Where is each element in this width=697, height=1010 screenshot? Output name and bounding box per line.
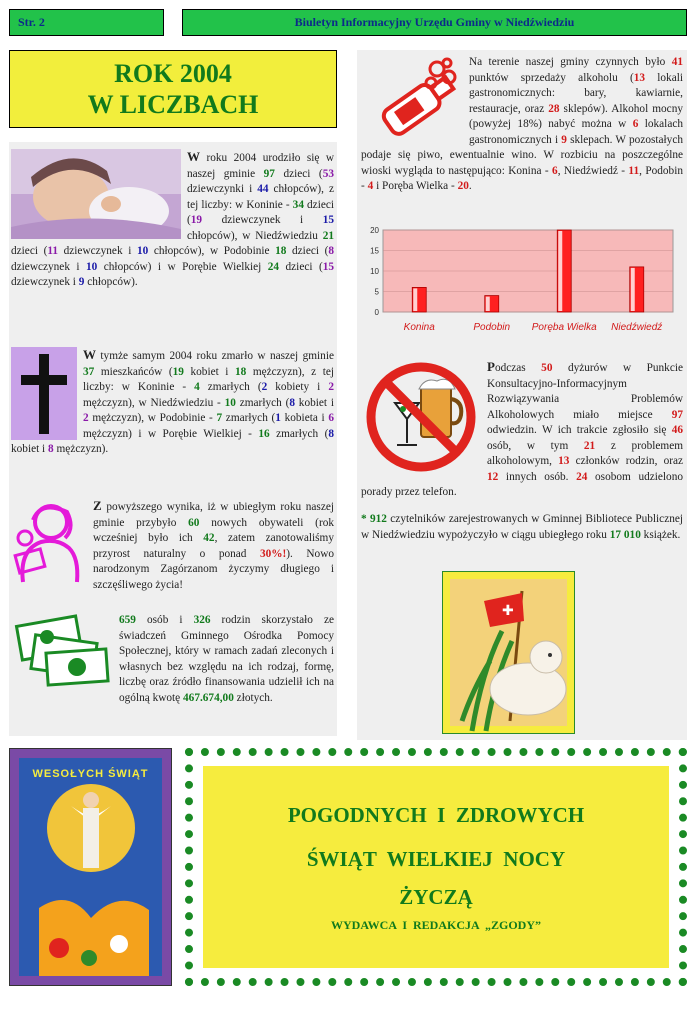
- library-books: 17 010: [609, 528, 641, 541]
- chart-y-tick-label: 0: [374, 308, 379, 317]
- title-line-2: W LICZBACH: [87, 90, 259, 119]
- growth-new-citizens: 60: [188, 516, 200, 529]
- consult-text-4: osób, w tym: [487, 439, 584, 452]
- deaths-text-2: mieszkańców (: [94, 365, 173, 378]
- greeting-line-3: ŻYCZĄ: [399, 885, 473, 909]
- consult-other: 12: [487, 470, 499, 483]
- library-star: *: [361, 513, 367, 525]
- bulletin-header: [182, 9, 687, 36]
- consult-phone: 24: [576, 470, 588, 483]
- births-text-7: chłopców), w Niedźwiedziu: [187, 229, 323, 242]
- growth-previous-year: 42: [203, 532, 215, 544]
- title-line-1: ROK 2004: [114, 59, 232, 88]
- consult-text-1: odczas: [494, 362, 542, 374]
- no-alcohol-icon: [361, 359, 483, 479]
- births-text-1: roku 2004 urodziło się w naszej gminie: [187, 152, 334, 180]
- births-poreba-girls: 15: [322, 260, 334, 273]
- alcohol-text-9: i Poręba Wielka -: [373, 180, 458, 192]
- growth-section: [11, 498, 334, 593]
- deaths-men: 18: [234, 365, 247, 378]
- mother-reading-icon: [11, 498, 87, 584]
- consultation-drop-cap: P: [487, 359, 495, 374]
- births-text-14: dzieci (: [279, 260, 323, 273]
- births-niedz-total: 21: [322, 229, 334, 242]
- births-text-9: dziewczynek i: [58, 245, 137, 257]
- bulletin-title: Biuletyn Informacyjny Urzędu Gminy w Niedźwiedziu: [294, 15, 575, 29]
- alcohol-konina: 6: [552, 164, 558, 177]
- births-text-12: dziewczynek i: [11, 260, 87, 273]
- births-text-4: chłopców), z tej liczby: w Koninie -: [187, 183, 334, 211]
- deaths-text-14: zmarłych (: [269, 427, 329, 440]
- greeting-line-4: WYDAWCA I REDAKCJA „ZGODY”: [330, 918, 542, 932]
- deaths-text-12: kobieta i: [280, 412, 329, 424]
- deaths-text-1: tymże samym 2004 roku zmarło w naszej gminie: [96, 350, 334, 362]
- consult-text-6: członków rodzin, oraz: [569, 455, 684, 467]
- alcohol-text-7: , Niedźwiedź -: [557, 164, 629, 177]
- consult-family: 13: [558, 455, 570, 467]
- births-total: 97: [263, 167, 275, 180]
- alcohol-gastro: 13: [633, 71, 646, 84]
- welfare-section: [11, 613, 334, 706]
- deaths-poreba-total: 16: [258, 427, 270, 440]
- greeting-box: [185, 748, 687, 986]
- births-girls: 53: [322, 167, 334, 180]
- deaths-text-6: kobiety i: [267, 381, 329, 393]
- consult-alcohol: 21: [583, 439, 596, 452]
- deaths-konina-men: 2: [328, 381, 334, 393]
- growth-text-4: ). Nowo narodzonym Zagórzanom życzymy długiego i szczęśliwego życia!: [93, 547, 334, 591]
- growth-text-3: , zatem zanotowaliśmy przyrost naturalny o ponad: [93, 532, 334, 560]
- births-text-5: dzieci (: [187, 198, 335, 226]
- births-text-15: dziewczynek i: [11, 276, 79, 288]
- alcohol-strong-shops: 9: [561, 133, 567, 146]
- library-readers: 912: [370, 513, 387, 525]
- deaths-text-13: mężczyzn) i w Porębie Wielkiej -: [83, 427, 259, 440]
- deaths-women: 19: [172, 365, 184, 378]
- consult-people: 46: [671, 424, 683, 436]
- alcohol-text-5: lokalach gastronomicznych i: [469, 118, 683, 146]
- greeting-line-1: POGODNYCH I ZDROWYCH: [287, 803, 585, 827]
- baby-photo: [11, 149, 181, 239]
- consultation-section: [361, 359, 683, 501]
- alcohol-poreba: 20: [457, 180, 469, 192]
- chart-x-tick-label: Niedźwiedź: [611, 322, 663, 333]
- deaths-text-9: kobiet i: [295, 396, 334, 409]
- greeting-inner: [203, 766, 669, 968]
- chart-y-tick-label: 10: [370, 267, 379, 276]
- births-konina-boys: 15: [322, 214, 334, 226]
- welfare-text-3: złotych.: [233, 691, 273, 704]
- births-text-16: chłopców).: [84, 276, 138, 288]
- chart-y-tick-label: 20: [370, 226, 379, 235]
- chart-bar-highlight: [486, 297, 490, 311]
- alcohol-points-chart: [361, 220, 683, 340]
- births-text-6: dziewczynek i: [202, 214, 323, 226]
- alcohol-podobin: 4: [367, 180, 374, 192]
- deaths-text-15: kobiet i: [11, 443, 49, 455]
- consult-shifts: 50: [541, 362, 553, 374]
- deaths-niedz-total: 10: [224, 396, 236, 409]
- chart-y-tick-label: 15: [370, 246, 379, 256]
- births-text-10: chłopców), w Podobinie: [148, 245, 276, 257]
- deaths-konina-total: 4: [194, 381, 200, 393]
- consult-text-5: z problemem alkoholowym,: [487, 439, 683, 467]
- alcohol-section: [361, 55, 683, 195]
- welfare-text-1: osób i: [135, 614, 194, 626]
- births-text-2: dzieci (: [274, 167, 323, 180]
- alcohol-strong-gastro: 6: [632, 118, 639, 130]
- alcohol-text-3: lokali gastronomicznych: bary, kawiarnie, restauracje, oraz: [469, 71, 684, 115]
- chart-y-tick-label: 5: [374, 287, 379, 297]
- deaths-drop-cap: W: [83, 347, 96, 362]
- deaths-text-16: mężczyzn).: [53, 443, 109, 455]
- births-konina-girls: 19: [190, 214, 203, 226]
- alcohol-text-4: sklepów). Alkohol mocny (powyżej 18%) nabyć można w: [469, 102, 683, 130]
- deaths-text-10: mężczyzn), w Podobinie -: [88, 412, 217, 424]
- title-box: [9, 50, 337, 128]
- births-podobin-total: 18: [275, 245, 287, 257]
- births-niedz-girls: 11: [47, 245, 59, 257]
- alcohol-points: 41: [671, 56, 683, 68]
- alcohol-text-8: , Podobin -: [361, 164, 683, 192]
- deaths-text-7: mężczyzn), w Niedźwiedziu -: [83, 396, 225, 409]
- chart-x-tick-label: Poręba Wielka: [531, 322, 597, 333]
- deaths-podobin-total: 7: [216, 412, 223, 424]
- cross-icon: [11, 347, 77, 440]
- svg-text:✚: ✚: [502, 603, 514, 619]
- births-konina-total: 34: [292, 198, 304, 211]
- library-text-2: książek.: [640, 528, 681, 541]
- bottle-icon: [361, 55, 461, 141]
- deaths-text-3: kobiet i: [183, 365, 235, 378]
- greeting-line-2: ŚWIĄT WIELKIEJ NOCY: [306, 847, 566, 871]
- deaths-text-8: zmarłych (: [235, 396, 290, 409]
- chart-bar-highlight: [631, 268, 635, 311]
- deaths-total: 37: [83, 365, 95, 378]
- library-text: [361, 512, 683, 543]
- births-text-11: dzieci (: [286, 245, 329, 257]
- welfare-families: 326: [193, 614, 211, 626]
- deaths-section: [11, 347, 334, 458]
- growth-text-2: nowych obywateli (rok wcześniej było ich: [93, 516, 335, 544]
- welfare-persons: 659: [119, 614, 136, 626]
- consult-text-2: dyżurów w Punkcie Konsultacyjno-Informacyjnym Rozwiązywania Problemów Alkoholowych miało miejsce: [487, 362, 683, 421]
- deaths-text-11: zmarłych (: [222, 412, 276, 424]
- easter-lamb-image: [442, 571, 575, 734]
- births-boys: 44: [257, 183, 269, 195]
- births-section: [11, 149, 334, 291]
- alcohol-shops: 28: [548, 102, 560, 115]
- births-text-3: dziewczynki i: [187, 183, 258, 195]
- chart-bar-highlight: [558, 231, 562, 311]
- consult-text-3: odwiedzin. W ich trakcie zgłosiło się: [487, 424, 672, 436]
- births-poreba-total: 24: [267, 260, 280, 273]
- growth-drop-cap: Z: [93, 498, 102, 513]
- welfare-amount: 467.674,00: [183, 691, 234, 704]
- births-poreba-boys: 9: [78, 276, 85, 288]
- alcohol-text-1: Na terenie naszej gminy czynnych było: [469, 56, 672, 68]
- births-podobin-boys: 10: [86, 260, 98, 273]
- consult-text-7: innych osób.: [498, 470, 577, 483]
- alcohol-niedz: 11: [628, 164, 640, 177]
- births-text-13: chłopców) i w Porębie Wielkiej: [97, 260, 268, 273]
- easter-greeting-card: [9, 748, 172, 986]
- easter-card-banner: WESOŁYCH ŚWIĄT: [32, 768, 149, 780]
- births-drop-cap: W: [187, 149, 200, 164]
- deaths-niedz-men: 2: [83, 412, 89, 424]
- growth-percent: 30%!: [259, 547, 287, 560]
- deaths-text-4: mężczyzn), z tej liczby: w Koninie -: [83, 365, 334, 393]
- page-number-box: [9, 9, 164, 36]
- consult-visits: 97: [671, 408, 683, 421]
- births-podobin-girls: 8: [328, 245, 335, 257]
- growth-text-1: powyższego wynika, iż w ubiegłym roku naszej gminie przybyło: [93, 501, 334, 529]
- chart-x-tick-label: Konina: [403, 322, 435, 333]
- welfare-text-2: rodzin skorzystało ze świadczeń Gminnego Ośrodka Pomocy Społecznej, który w ramach zadań zleconych i własnych bez względu na ich rodzaj, formę, liczbę oraz źródło finansowania udzielił ich na ogólną kwotę: [119, 614, 334, 704]
- library-text-1: czytelników zarejestrowanych w Gminnej Bibliotece Publicznej w Niedźwiedziu wypożyczyło w ciągu ubiegłego roku: [361, 513, 684, 541]
- deaths-niedz-women: 8: [289, 396, 295, 409]
- deaths-poreba-men: 8: [48, 443, 54, 455]
- alcohol-text-2: punktów sprzedaży alkoholu (: [469, 71, 634, 84]
- deaths-text-5: zmarłych (: [199, 381, 262, 393]
- chart-svg: [361, 220, 683, 340]
- alcohol-text-10: .: [468, 180, 472, 192]
- library-section: [361, 512, 683, 543]
- deaths-poreba-women: 8: [328, 427, 334, 440]
- money-bills-icon: [11, 613, 113, 691]
- chart-x-tick-label: Podobin: [473, 322, 511, 333]
- page-number: Str. 2: [18, 15, 45, 29]
- births-text-8: dzieci (: [11, 245, 48, 257]
- births-niedz-boys: 10: [136, 245, 149, 257]
- deaths-podobin-women: 1: [275, 412, 281, 424]
- consult-text-8: osobom udzielono porady przez telefon.: [361, 470, 683, 498]
- deaths-konina-women: 2: [261, 381, 268, 393]
- alcohol-text-6: sklepach. W pozostałych podaje się piwo, ewentualnie wino. W rozbiciu na poszczególne wioski wygląda to następująco: Konina -: [361, 133, 683, 177]
- deaths-podobin-men: 6: [328, 412, 334, 424]
- chart-bar-highlight: [413, 288, 417, 311]
